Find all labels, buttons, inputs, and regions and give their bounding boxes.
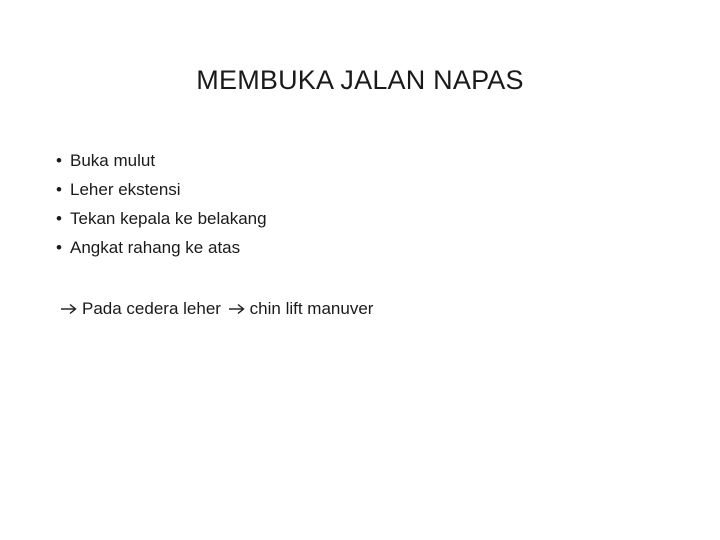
bullet-item bbox=[56, 204, 267, 233]
bullet-dot-icon: • bbox=[56, 180, 62, 199]
bullet-item bbox=[56, 146, 267, 175]
slide-title: MEMBUKA JALAN NAPAS bbox=[196, 65, 524, 95]
right-arrow-icon bbox=[60, 303, 78, 315]
bullet-text: Tekan kepala ke belakang bbox=[70, 209, 267, 228]
bullet-list bbox=[56, 146, 267, 262]
bullet-item bbox=[56, 175, 267, 204]
note-line bbox=[60, 296, 373, 322]
right-arrow-icon bbox=[228, 303, 246, 315]
bullet-dot-icon: • bbox=[56, 238, 62, 257]
note-text-condition: Pada cedera leher bbox=[82, 299, 221, 318]
bullet-text: Buka mulut bbox=[70, 151, 156, 170]
note-text-maneuver: chin lift manuver bbox=[249, 299, 374, 318]
bullet-item bbox=[56, 233, 267, 262]
bullet-text: Leher ekstensi bbox=[70, 180, 181, 199]
bullet-text: Angkat rahang ke atas bbox=[70, 238, 241, 257]
bullet-dot-icon: • bbox=[56, 209, 62, 228]
bullet-dot-icon: • bbox=[56, 151, 62, 170]
